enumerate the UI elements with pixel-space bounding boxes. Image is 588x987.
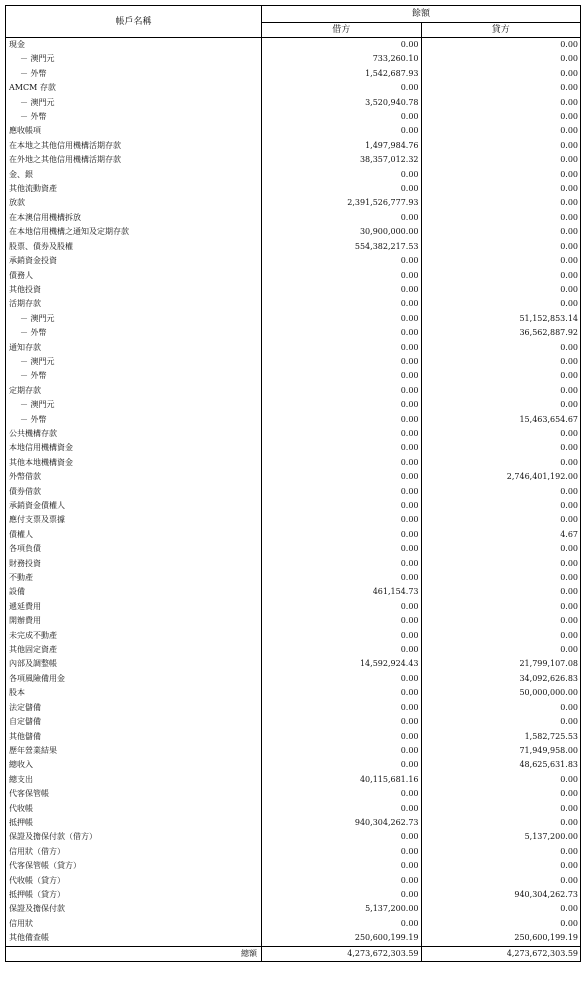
table-row — [6, 384, 581, 398]
account-name-cell: 股票、債券及股權 — [6, 240, 262, 254]
credit-cell: 0.00 — [421, 585, 581, 599]
account-name-cell: 承銷資金投資 — [6, 254, 262, 268]
account-name-cell: 放款 — [6, 196, 262, 210]
table-row — [6, 758, 581, 772]
debit-cell: 0.00 — [262, 758, 422, 772]
account-name-cell: 承銷資金債權人 — [6, 499, 262, 513]
credit-cell: 0.00 — [421, 168, 581, 182]
account-name-cell: 保證及擔保付款（借方） — [6, 830, 262, 844]
account-name-cell: 代收帳（貸方） — [6, 874, 262, 888]
credit-cell: 0.00 — [421, 269, 581, 283]
debit-cell: 461,154.73 — [262, 585, 422, 599]
table-row — [6, 168, 581, 182]
balance-header: 餘額 — [262, 6, 581, 23]
debit-cell: 0.00 — [262, 470, 422, 484]
credit-cell: 0.00 — [421, 124, 581, 138]
account-name-cell: 抵押帳 — [6, 816, 262, 830]
credit-cell: 0.00 — [421, 110, 581, 124]
account-name-cell: － 澳門元 — [6, 96, 262, 110]
account-name-cell: 代收帳 — [6, 802, 262, 816]
debit-cell: 0.00 — [262, 269, 422, 283]
table-row — [6, 499, 581, 513]
debit-cell: 0.00 — [262, 168, 422, 182]
debit-cell: 0.00 — [262, 326, 422, 340]
table-row — [6, 931, 581, 946]
table-row — [6, 542, 581, 556]
debit-cell: 0.00 — [262, 672, 422, 686]
credit-cell: 0.00 — [421, 629, 581, 643]
debit-cell: 0.00 — [262, 513, 422, 527]
credit-cell: 250,600,199.19 — [421, 931, 581, 946]
debit-cell: 3,520,940.78 — [262, 96, 422, 110]
credit-cell: 0.00 — [421, 485, 581, 499]
table-row — [6, 312, 581, 326]
credit-cell: 0.00 — [421, 859, 581, 873]
account-name-cell: 外幣借款 — [6, 470, 262, 484]
credit-cell: 0.00 — [421, 369, 581, 383]
account-name-header: 帳戶名稱 — [6, 6, 262, 38]
account-name-cell: 本地信用機構資金 — [6, 441, 262, 455]
credit-cell: 0.00 — [421, 802, 581, 816]
debit-cell: 0.00 — [262, 427, 422, 441]
account-name-cell: － 外幣 — [6, 369, 262, 383]
table-row — [6, 427, 581, 441]
table-row — [6, 701, 581, 715]
table-row — [6, 629, 581, 643]
table-row — [6, 600, 581, 614]
debit-cell: 0.00 — [262, 413, 422, 427]
credit-cell: 48,625,631.83 — [421, 758, 581, 772]
account-name-cell: 財務投資 — [6, 557, 262, 571]
account-name-cell: 債務人 — [6, 269, 262, 283]
credit-cell: 4.67 — [421, 528, 581, 542]
debit-cell: 40,115,681.16 — [262, 773, 422, 787]
table-row — [6, 816, 581, 830]
account-name-cell: － 外幣 — [6, 110, 262, 124]
debit-cell: 0.00 — [262, 38, 422, 53]
debit-cell: 0.00 — [262, 600, 422, 614]
table-row — [6, 917, 581, 931]
account-name-cell: － 澳門元 — [6, 355, 262, 369]
table-row — [6, 269, 581, 283]
table-row — [6, 124, 581, 138]
table-row — [6, 744, 581, 758]
table-row — [6, 67, 581, 81]
debit-cell: 0.00 — [262, 787, 422, 801]
account-name-cell: 不動產 — [6, 571, 262, 585]
account-name-cell: 通知存款 — [6, 341, 262, 355]
debit-cell: 0.00 — [262, 614, 422, 628]
debit-cell: 0.00 — [262, 110, 422, 124]
credit-cell: 0.00 — [421, 52, 581, 66]
account-name-cell: 其他備查帳 — [6, 931, 262, 946]
debit-cell: 0.00 — [262, 485, 422, 499]
account-name-cell: 歷年營業結果 — [6, 744, 262, 758]
credit-cell: 0.00 — [421, 600, 581, 614]
table-row — [6, 441, 581, 455]
debit-cell: 250,600,199.19 — [262, 931, 422, 946]
credit-cell: 36,562,887.92 — [421, 326, 581, 340]
account-name-cell: 在本澳信用機構拆放 — [6, 211, 262, 225]
debit-cell: 0.00 — [262, 398, 422, 412]
credit-cell: 0.00 — [421, 614, 581, 628]
credit-cell: 0.00 — [421, 643, 581, 657]
table-row — [6, 413, 581, 427]
header-row-1 — [6, 6, 581, 23]
debit-cell: 0.00 — [262, 874, 422, 888]
debit-cell: 14,592,924.43 — [262, 657, 422, 671]
credit-cell: 0.00 — [421, 355, 581, 369]
credit-cell: 0.00 — [421, 384, 581, 398]
account-name-cell: 保證及擔保付款 — [6, 902, 262, 916]
debit-cell: 0.00 — [262, 283, 422, 297]
account-name-cell: 公共機構存款 — [6, 427, 262, 441]
table-row — [6, 182, 581, 196]
debit-cell: 554,382,217.53 — [262, 240, 422, 254]
account-name-cell: 信用狀 — [6, 917, 262, 931]
table-row — [6, 369, 581, 383]
account-name-cell: － 外幣 — [6, 413, 262, 427]
debit-cell: 940,304,262.73 — [262, 816, 422, 830]
table-row — [6, 38, 581, 53]
credit-cell: 0.00 — [421, 499, 581, 513]
table-row — [6, 456, 581, 470]
credit-cell: 0.00 — [421, 715, 581, 729]
table-row — [6, 902, 581, 916]
credit-cell: 0.00 — [421, 557, 581, 571]
total-row — [6, 946, 581, 961]
debit-cell: 0.00 — [262, 124, 422, 138]
credit-cell: 1,582,725.53 — [421, 730, 581, 744]
account-name-cell: 其他流動資產 — [6, 182, 262, 196]
table-row — [6, 643, 581, 657]
debit-cell: 0.00 — [262, 859, 422, 873]
account-name-cell: 其他投資 — [6, 283, 262, 297]
account-name-cell: 應付支票及票據 — [6, 513, 262, 527]
account-name-cell: 現金 — [6, 38, 262, 53]
credit-cell: 0.00 — [421, 240, 581, 254]
account-name-cell: 其他本地機構資金 — [6, 456, 262, 470]
debit-cell: 0.00 — [262, 341, 422, 355]
table-row — [6, 874, 581, 888]
credit-cell: 0.00 — [421, 182, 581, 196]
credit-cell: 71,949,958.00 — [421, 744, 581, 758]
table-row — [6, 715, 581, 729]
debit-cell: 0.00 — [262, 643, 422, 657]
credit-cell: 50,000,000.00 — [421, 686, 581, 700]
account-name-cell: 活期存款 — [6, 297, 262, 311]
account-name-cell: － 外幣 — [6, 326, 262, 340]
table-row — [6, 254, 581, 268]
debit-cell: 733,260.10 — [262, 52, 422, 66]
account-name-cell: 在本地之其他信用機構活期存款 — [6, 139, 262, 153]
table-row — [6, 845, 581, 859]
credit-cell: 0.00 — [421, 513, 581, 527]
table-row — [6, 773, 581, 787]
account-name-cell: 遞延費用 — [6, 600, 262, 614]
account-name-cell: AMCM 存款 — [6, 81, 262, 95]
debit-cell: 0.00 — [262, 441, 422, 455]
table-row — [6, 398, 581, 412]
debit-header: 借方 — [262, 23, 422, 38]
table-row — [6, 571, 581, 585]
credit-cell: 0.00 — [421, 874, 581, 888]
table-row — [6, 96, 581, 110]
table-row — [6, 859, 581, 873]
credit-cell: 0.00 — [421, 773, 581, 787]
credit-cell: 0.00 — [421, 917, 581, 931]
debit-cell: 1,497,984.76 — [262, 139, 422, 153]
table-row — [6, 240, 581, 254]
debit-cell: 0.00 — [262, 254, 422, 268]
debit-cell: 0.00 — [262, 384, 422, 398]
debit-cell: 0.00 — [262, 297, 422, 311]
credit-cell: 0.00 — [421, 139, 581, 153]
debit-cell: 0.00 — [262, 629, 422, 643]
credit-cell: 2,746,401,192.00 — [421, 470, 581, 484]
account-name-cell: 債權人 — [6, 528, 262, 542]
credit-cell: 0.00 — [421, 902, 581, 916]
account-name-cell: － 澳門元 — [6, 398, 262, 412]
credit-cell: 0.00 — [421, 38, 581, 53]
credit-cell: 0.00 — [421, 283, 581, 297]
table-row — [6, 297, 581, 311]
account-name-cell: － 澳門元 — [6, 312, 262, 326]
credit-cell: 0.00 — [421, 701, 581, 715]
debit-cell: 0.00 — [262, 312, 422, 326]
account-name-cell: 定期存款 — [6, 384, 262, 398]
debit-cell: 0.00 — [262, 715, 422, 729]
table-row — [6, 787, 581, 801]
account-name-cell: 抵押帳（貸方） — [6, 888, 262, 902]
account-name-cell: 內部及調整帳 — [6, 657, 262, 671]
debit-cell: 0.00 — [262, 456, 422, 470]
credit-cell: 0.00 — [421, 816, 581, 830]
debit-cell: 0.00 — [262, 845, 422, 859]
debit-cell: 0.00 — [262, 888, 422, 902]
debit-cell: 0.00 — [262, 542, 422, 556]
table-row — [6, 657, 581, 671]
account-name-cell: 代客保管帳 — [6, 787, 262, 801]
credit-cell: 0.00 — [421, 225, 581, 239]
credit-cell: 0.00 — [421, 845, 581, 859]
trial-balance-table — [5, 5, 581, 962]
debit-cell: 0.00 — [262, 730, 422, 744]
table-row — [6, 326, 581, 340]
account-name-cell: 代客保管帳（貸方） — [6, 859, 262, 873]
credit-cell: 0.00 — [421, 542, 581, 556]
credit-cell: 0.00 — [421, 81, 581, 95]
credit-cell: 15,463,654.67 — [421, 413, 581, 427]
table-row — [6, 730, 581, 744]
account-name-cell: 金、銀 — [6, 168, 262, 182]
debit-cell: 0.00 — [262, 802, 422, 816]
debit-cell: 5,137,200.00 — [262, 902, 422, 916]
debit-cell: 0.00 — [262, 571, 422, 585]
table-row — [6, 139, 581, 153]
debit-cell: 0.00 — [262, 499, 422, 513]
credit-cell: 0.00 — [421, 427, 581, 441]
credit-cell: 0.00 — [421, 341, 581, 355]
table-row — [6, 52, 581, 66]
account-name-cell: 其他固定資產 — [6, 643, 262, 657]
debit-cell: 0.00 — [262, 557, 422, 571]
table-row — [6, 672, 581, 686]
debit-cell: 1,542,687.93 — [262, 67, 422, 81]
table-row — [6, 211, 581, 225]
account-name-cell: 信用狀（借方） — [6, 845, 262, 859]
credit-cell: 940,304,262.73 — [421, 888, 581, 902]
table-row — [6, 888, 581, 902]
credit-cell: 0.00 — [421, 456, 581, 470]
account-name-cell: 債券借款 — [6, 485, 262, 499]
debit-cell: 0.00 — [262, 81, 422, 95]
table-row — [6, 110, 581, 124]
account-name-cell: 開辦費用 — [6, 614, 262, 628]
credit-cell: 0.00 — [421, 96, 581, 110]
table-row — [6, 153, 581, 167]
account-name-cell: 法定儲備 — [6, 701, 262, 715]
total-debit: 4,273,672,303.59 — [262, 946, 422, 961]
account-name-cell: 其他儲備 — [6, 730, 262, 744]
table-row — [6, 485, 581, 499]
credit-header: 貸方 — [421, 23, 581, 38]
table-row — [6, 686, 581, 700]
debit-cell: 0.00 — [262, 528, 422, 542]
credit-cell: 0.00 — [421, 297, 581, 311]
credit-cell: 34,092,626.83 — [421, 672, 581, 686]
account-name-cell: 在外地之其他信用機構活期存款 — [6, 153, 262, 167]
credit-cell: 0.00 — [421, 254, 581, 268]
table-row — [6, 802, 581, 816]
table-row — [6, 196, 581, 210]
credit-cell: 0.00 — [421, 67, 581, 81]
account-name-cell: 在本地信用機構之通知及定期存款 — [6, 225, 262, 239]
table-row — [6, 355, 581, 369]
debit-cell: 0.00 — [262, 744, 422, 758]
account-name-cell: 各項負債 — [6, 542, 262, 556]
account-name-cell: 各項風險備用金 — [6, 672, 262, 686]
debit-cell: 0.00 — [262, 686, 422, 700]
credit-cell: 0.00 — [421, 398, 581, 412]
debit-cell: 0.00 — [262, 211, 422, 225]
table-row — [6, 470, 581, 484]
credit-cell: 0.00 — [421, 196, 581, 210]
table-row — [6, 225, 581, 239]
credit-cell: 0.00 — [421, 571, 581, 585]
credit-cell: 0.00 — [421, 211, 581, 225]
credit-cell: 21,799,107.08 — [421, 657, 581, 671]
debit-cell: 0.00 — [262, 182, 422, 196]
account-name-cell: 股本 — [6, 686, 262, 700]
table-row — [6, 513, 581, 527]
account-name-cell: 自定儲備 — [6, 715, 262, 729]
table-row — [6, 81, 581, 95]
table-row — [6, 528, 581, 542]
credit-cell: 0.00 — [421, 441, 581, 455]
credit-cell: 0.00 — [421, 153, 581, 167]
debit-cell: 0.00 — [262, 355, 422, 369]
debit-cell: 2,391,526,777.93 — [262, 196, 422, 210]
debit-cell: 0.00 — [262, 701, 422, 715]
credit-cell: 5,137,200.00 — [421, 830, 581, 844]
debit-cell: 0.00 — [262, 369, 422, 383]
account-name-cell: 未完成不動產 — [6, 629, 262, 643]
account-name-cell: 總收入 — [6, 758, 262, 772]
account-name-cell: 應收帳項 — [6, 124, 262, 138]
table-row — [6, 585, 581, 599]
account-name-cell: 設備 — [6, 585, 262, 599]
debit-cell: 0.00 — [262, 830, 422, 844]
account-name-cell: － 澳門元 — [6, 52, 262, 66]
total-credit: 4,273,672,303.59 — [421, 946, 581, 961]
debit-cell: 30,900,000.00 — [262, 225, 422, 239]
account-name-cell: 總支出 — [6, 773, 262, 787]
table-row — [6, 830, 581, 844]
total-label: 總額 — [6, 946, 262, 961]
debit-cell: 38,357,012.32 — [262, 153, 422, 167]
credit-cell: 51,152,853.14 — [421, 312, 581, 326]
table-row — [6, 614, 581, 628]
table-row — [6, 341, 581, 355]
table-row — [6, 557, 581, 571]
table-row — [6, 283, 581, 297]
account-name-cell: － 外幣 — [6, 67, 262, 81]
debit-cell: 0.00 — [262, 917, 422, 931]
credit-cell: 0.00 — [421, 787, 581, 801]
balance-sheet — [5, 5, 581, 962]
